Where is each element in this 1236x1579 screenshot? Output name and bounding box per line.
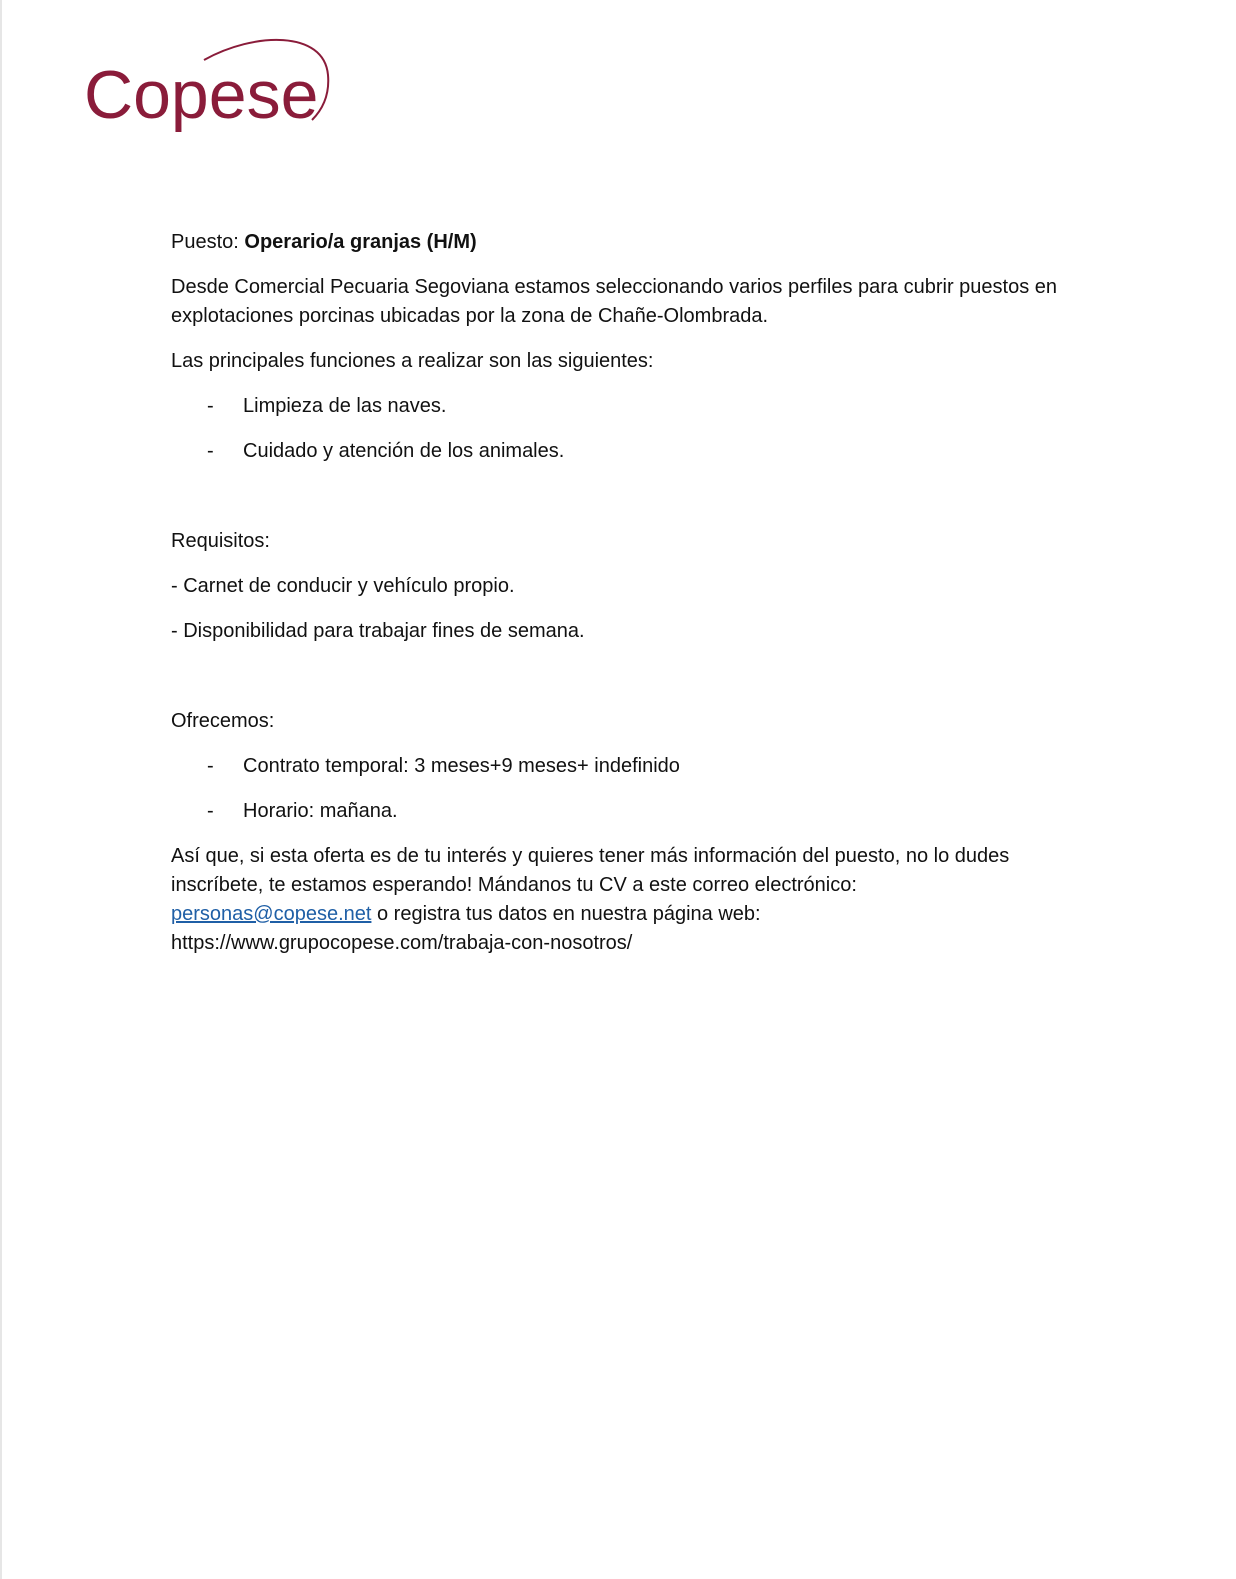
list-item [171,752,1091,781]
logo-wordmark: Copese [84,57,319,133]
page-edge [0,0,2,1579]
list-item [171,797,1091,826]
functions-list [171,392,1091,466]
dash-marker: - [207,800,214,822]
offer-item-text: Contrato temporal: 3 meses+9 meses+ indefinido [243,755,680,777]
job-posting [171,228,1091,974]
intro-paragraph: Desde Comercial Pecuaria Segoviana estamos seleccionando varios perfiles para cubrir puestos en explotaciones porcinas ubicadas por la zona de Chañe-Olombrada. [171,276,1058,327]
offer-list [171,752,1091,826]
website-url: https://www.grupocopese.com/trabaja-con-nosotros/ [171,932,633,954]
email-link[interactable]: personas@copese.net [171,903,372,925]
requirements-heading: Requisitos: [171,530,270,552]
offer-item-text: Horario: mañana. [243,800,398,822]
functions-heading: Las principales funciones a realizar son las siguientes: [171,350,654,372]
list-item [171,392,1091,421]
requirement-item: - Carnet de conducir y vehículo propio. [171,575,515,597]
closing-paragraph [171,842,1091,958]
dash-marker: - [207,755,214,777]
dash-marker: - [207,395,214,417]
list-item [171,437,1091,466]
position-line [171,228,1091,257]
requirement-item: - Disponibilidad para trabajar fines de semana. [171,620,585,642]
offer-heading: Ofrecemos: [171,710,275,732]
position-label: Puesto: [171,231,245,253]
copese-logo [84,30,334,135]
closing-text: Así que, si esta oferta es de tu interés y quieres tener más información del puesto, no lo dudes inscríbete, te estamos esperando! Mándanos tu CV a este correo electrónico: [171,845,1010,896]
closing-after-email: o registra tus datos en nuestra página web: [371,903,761,925]
function-item-text: Limpieza de las naves. [243,395,447,417]
function-item-text: Cuidado y atención de los animales. [243,440,565,462]
dash-marker: - [207,440,214,462]
position-title: Operario/a granjas (H/M) [244,231,477,253]
